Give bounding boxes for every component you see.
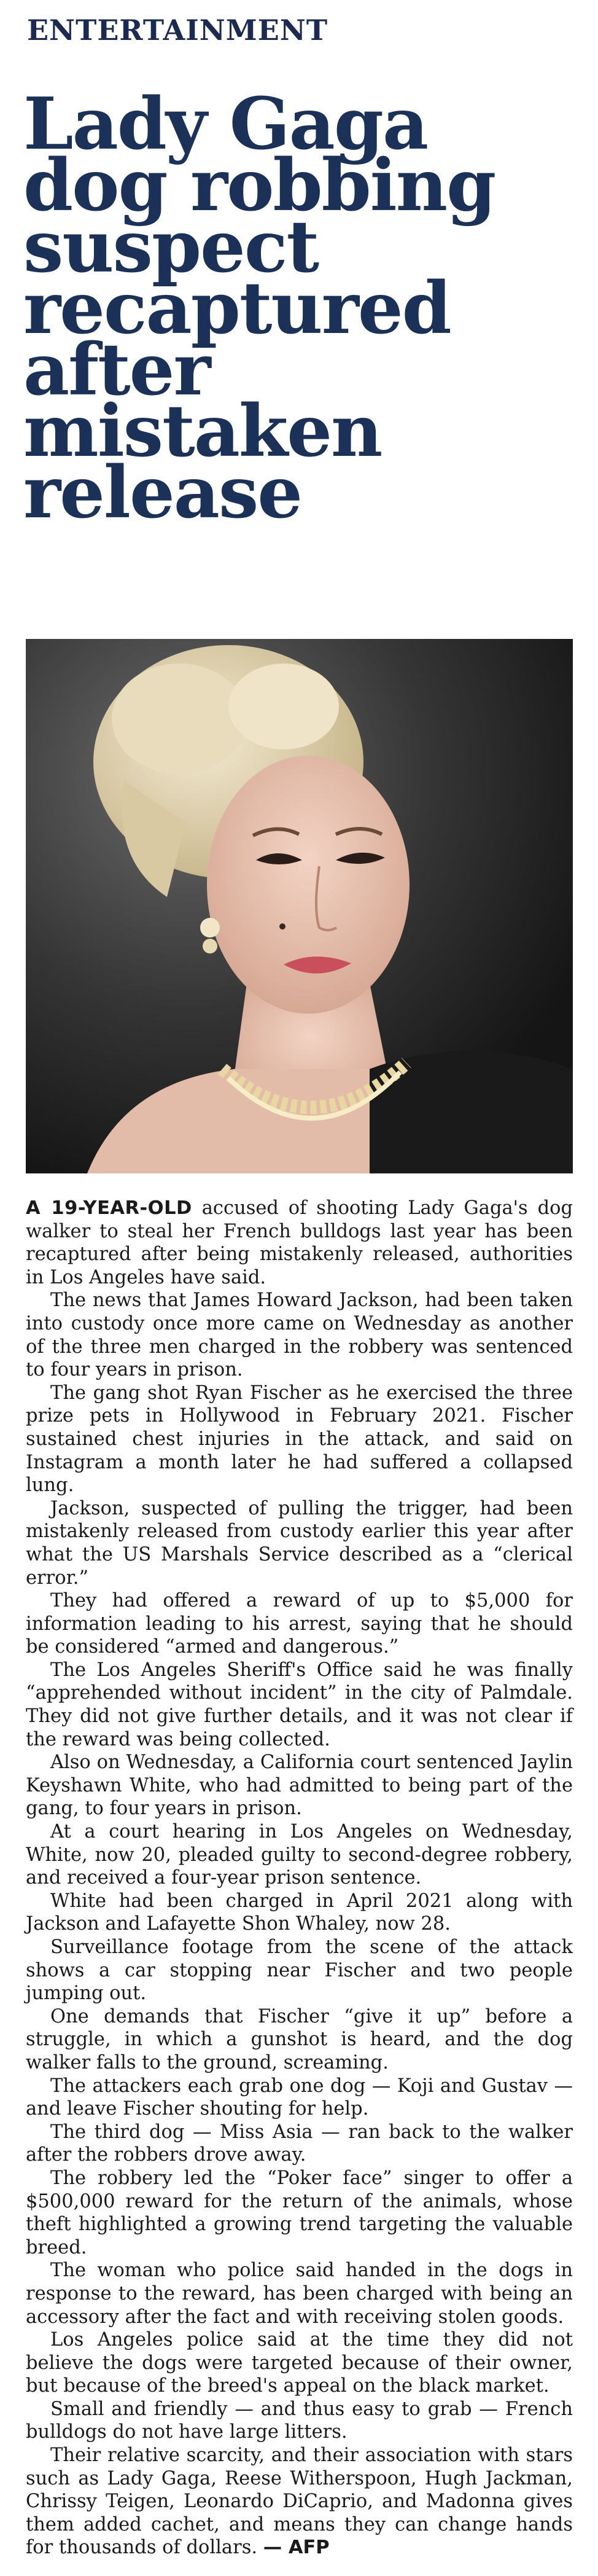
article-paragraph: Jackson, suspected of pulling the trigger, had been mistakenly released from custody earlier this year after what the US Marshals Service described as a “clerical error.”: [26, 1497, 573, 1589]
article-paragraph: The Los Angeles Sheriff's Office said he was finally “apprehended without incident” in the city of Palmdale. They did not give further details, and it was not clear if the reward was being collected.: [26, 1659, 573, 1750]
article-paragraph: The news that James Howard Jackson, had been taken into custody once more came on Wednesday as another of the three men charged in the robbery was sentenced to four years in prison.: [26, 1290, 573, 1381]
article-paragraph: [26, 2444, 573, 2559]
article-paragraph: Also on Wednesday, a California court sentenced Jaylin Keyshawn White, who had admitted to being part of the gang, to four years in prison.: [26, 1752, 573, 1820]
article-photo: [26, 639, 573, 1173]
article-paragraph: Los Angeles police said at the time they did not believe the dogs were targeted because of their owner, but because of the breed's appeal on the black market.: [26, 2329, 573, 2397]
article-paragraph: Small and friendly — and thus easy to grab — French bulldogs do not have large litters.: [26, 2398, 573, 2443]
section-label: ENTERTAINMENT: [27, 14, 328, 47]
headline: [23, 82, 576, 534]
headline-line: dog robbing: [23, 144, 495, 227]
first-paragraph-text: accused of shooting Lady Gaga's dog walker to steal her French bulldogs last year has been recaptured after being mistakenly released, authorities in Los Angeles have said.: [26, 1197, 573, 1288]
article-paragraph: The woman who police said handed in the dogs in response to the reward, has been charged with being an accessory after the fact and with receiving stolen goods.: [26, 2260, 573, 2328]
article-paragraph: The attackers each grab one dog — Koji and Gustav — and leave Fischer shouting for help.: [26, 2075, 573, 2120]
article-paragraph: White had been charged in April 2021 along with Jackson and Lafayette Shon Whaley, now 28.: [26, 1890, 573, 1935]
byline-credit: — AFP: [263, 2537, 330, 2559]
article-paragraph: At a court hearing in Los Angeles on Wednesday, White, now 20, pleaded guilty to second-degree robbery, and received a four-year prison sentence.: [26, 1821, 573, 1889]
last-paragraph-text: Their relative scarcity, and their association with stars such as Lady Gaga, Reese Witherspoon, Hugh Jackman, Chrissy Teigen, Leonardo DiCaprio, and Madonna gives them added cachet, and means they can change hands for thousands of dollars.: [26, 2445, 573, 2559]
headline-line: after: [23, 328, 210, 412]
article-paragraph: Surveillance footage from the scene of the attack shows a car stopping near Fischer and two people jumping out.: [26, 1936, 573, 2005]
headline-line: recaptured: [23, 267, 451, 350]
headline-line: suspect: [23, 205, 319, 289]
article-paragraph: The third dog — Miss Asia — ran back to the walker after the robbers drove away.: [26, 2121, 573, 2166]
headline-line: Lady Gaga: [23, 82, 428, 166]
article-paragraph: They had offered a reward of up to $5,000 for information leading to his arrest, saying that he should be considered “armed and dangerous.”: [26, 1590, 573, 1658]
article-paragraph: The robbery led the “Poker face” singer to offer a $500,000 reward for the return of the animals, whose theft highlighted a growing trend targeting the valuable breed.: [26, 2167, 573, 2258]
lead-in: A 19-YEAR-OLD: [26, 1197, 192, 1219]
article-paragraph: One demands that Fischer “give it up” before a struggle, in which a gunshot is heard, and the dog walker falls to the ground, screaming.: [26, 2005, 573, 2073]
headline-line: mistaken: [23, 390, 382, 473]
article-paragraph: [26, 1197, 573, 1289]
headline-line: release: [23, 451, 302, 534]
article-body: [26, 1197, 573, 2559]
article-paragraph: The gang shot Ryan Fischer as he exercised the three prize pets in Hollywood in February 2021. Fischer sustained chest injuries in the attack, and said on Instagram a month later he had suffered a collapsed lung.: [26, 1382, 573, 1497]
portrait-illustration: [26, 639, 573, 1173]
